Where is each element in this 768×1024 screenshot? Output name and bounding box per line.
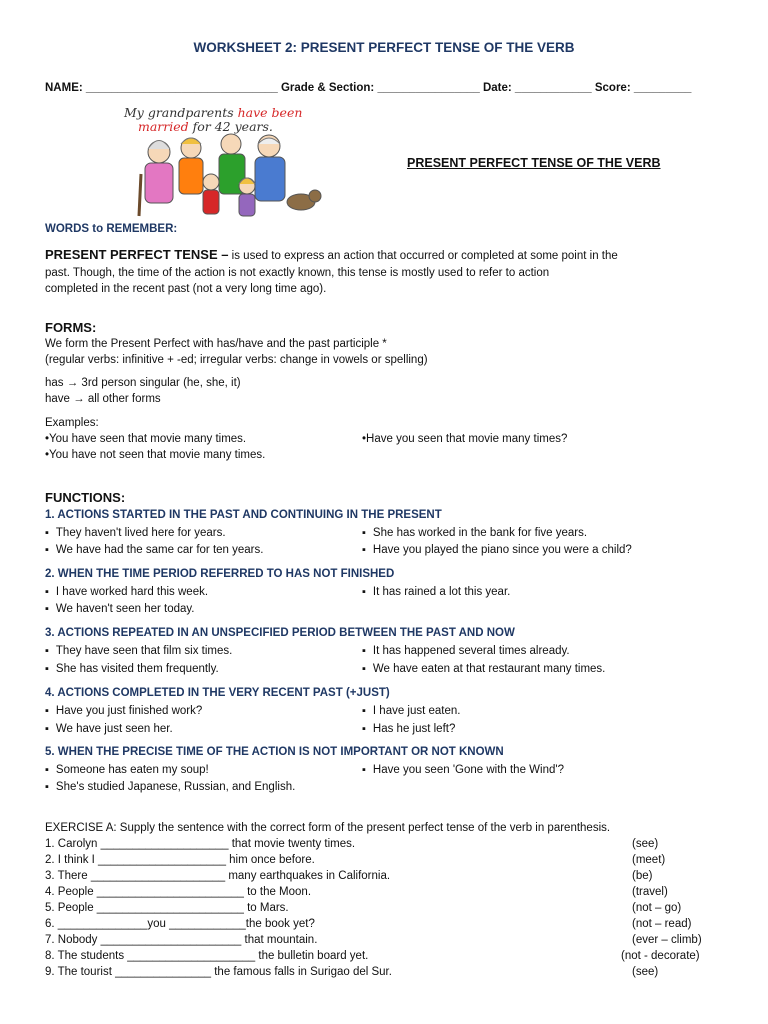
- exercise-item: [45, 934, 725, 950]
- function-example: ▪ Have you played the piano since you were a child?: [362, 544, 632, 556]
- exercise-sentence: 2. I think I ____________________ him once before.: [45, 854, 315, 866]
- function-heading: 1. ACTIONS STARTED IN THE PAST AND CONTINUING IN THE PRESENT: [45, 509, 442, 521]
- function-example: ▪ They haven't lived here for years.: [45, 527, 226, 539]
- exercise-sentence: 5. People _______________________ to Mars.: [45, 902, 289, 914]
- function-example: ▪ Have you seen 'Gone with the Wind'?: [362, 764, 564, 776]
- has-rule: has → 3rd person singular (he, she, it): [45, 377, 241, 389]
- function-example: ▪ Has he just left?: [362, 723, 455, 735]
- exercise-item: [45, 966, 725, 982]
- function-example: ▪ She's studied Japanese, Russian, and English.: [45, 781, 295, 793]
- exercise-sentence: 4. People _______________________ to the Moon.: [45, 886, 312, 898]
- function-example: ▪ I have worked hard this week.: [45, 586, 208, 598]
- definition-term: PRESENT PERFECT TENSE –: [45, 247, 229, 262]
- illustration-caption: My grandparents have been married for 42 years.: [124, 105, 303, 134]
- forms-line: (regular verbs: infinitive + -ed; irregular verbs: change in vowels or spelling): [45, 354, 428, 366]
- forms-line: We form the Present Perfect with has/have and the past participle *: [45, 338, 387, 350]
- exercise-sentence: 6. ______________you ____________the book yet?: [45, 918, 315, 930]
- function-example: ▪ Someone has eaten my soup!: [45, 764, 209, 776]
- function-example: ▪ We have had the same car for ten years.: [45, 544, 263, 556]
- exercise-hint: (not – go): [632, 902, 682, 914]
- function-heading: 5. WHEN THE PRECISE TIME OF THE ACTION IS NOT IMPORTANT OR NOT KNOWN: [45, 746, 504, 758]
- function-heading: 4. ACTIONS COMPLETED IN THE VERY RECENT PAST (+JUST): [45, 687, 390, 699]
- function-example: ▪ She has worked in the bank for five years.: [362, 527, 587, 539]
- exercise-sentence: 3. There _____________________ many earthquakes in California.: [45, 870, 391, 882]
- function-example: ▪ We have eaten at that restaurant many times.: [362, 663, 605, 675]
- function-example: ▪ They have seen that film six times.: [45, 645, 232, 657]
- exercise-hint: (not – read): [632, 918, 692, 930]
- example-sentence: •You have not seen that movie many times.: [45, 449, 266, 461]
- example-sentence: •Have you seen that movie many times?: [362, 433, 568, 445]
- words-heading: WORDS to REMEMBER:: [45, 223, 178, 235]
- definition-text: past. Though, the time of the action is not exactly known, this tense is mostly used to refer to action: [45, 266, 550, 279]
- exercise-sentence: 1. Carolyn ____________________ that movie twenty times.: [45, 838, 356, 850]
- function-example: ▪ We haven't seen her today.: [45, 603, 195, 615]
- exercise-sentence: 9. The tourist _______________ the famous falls in Surigao del Sur.: [45, 966, 392, 978]
- functions-heading: FUNCTIONS:: [45, 490, 126, 505]
- function-heading: 2. WHEN THE TIME PERIOD REFERRED TO HAS NOT FINISHED: [45, 568, 395, 580]
- family-illustration: [119, 104, 357, 222]
- function-heading: 3. ACTIONS REPEATED IN AN UNSPECIFIED PERIOD BETWEEN THE PAST AND NOW: [45, 627, 515, 639]
- student-info-line: NAME: ______________________________ Grade & Section: ________________ Date: ____________ Score: _________: [45, 82, 692, 94]
- function-example: ▪ We have just seen her.: [45, 723, 173, 735]
- examples-label: Examples:: [45, 417, 99, 429]
- exercise-item: [45, 950, 725, 966]
- exercise-sentence: 7. Nobody ______________________ that mountain.: [45, 934, 318, 946]
- forms-heading: FORMS:: [45, 320, 97, 335]
- family-drawing: [119, 104, 357, 222]
- exercise-item: [45, 886, 725, 902]
- definition-text: completed in the recent past (not a very long time ago).: [45, 283, 327, 295]
- exercise-hint: (be): [632, 870, 653, 882]
- exercise-item: [45, 838, 725, 854]
- exercise-hint: (not - decorate): [621, 950, 700, 962]
- worksheet-title: WORKSHEET 2: PRESENT PERFECT TENSE OF THE VERB: [193, 40, 575, 55]
- exercise-hint: (meet): [632, 854, 666, 866]
- exercise-hint: (see): [632, 838, 659, 850]
- function-example: ▪ It has rained a lot this year.: [362, 586, 510, 598]
- definition-text: is used to express an action that occurred or completed at some point in the: [228, 250, 618, 262]
- function-example: ▪ It has happened several times already.: [362, 645, 570, 657]
- exercise-heading: EXERCISE A: Supply the sentence with the correct form of the present perfect tense of the verb in parenthesis.: [45, 822, 611, 834]
- exercise-hint: (ever – climb): [632, 934, 702, 946]
- exercise-hint: (see): [632, 966, 659, 978]
- have-rule: have → all other forms: [45, 393, 161, 405]
- exercise-sentence: 8. The students ____________________ the bulletin board yet.: [45, 950, 369, 962]
- function-example: ▪ Have you just finished work?: [45, 705, 202, 717]
- exercise-item: [45, 870, 725, 886]
- function-example: ▪ I have just eaten.: [362, 705, 461, 717]
- example-sentence: •You have seen that movie many times.: [45, 433, 247, 445]
- section-subtitle: PRESENT PERFECT TENSE OF THE VERB: [407, 156, 661, 170]
- exercise-item: [45, 854, 725, 870]
- exercise-hint: (travel): [632, 886, 668, 898]
- function-example: ▪ She has visited them frequently.: [45, 663, 219, 675]
- exercise-item: [45, 918, 725, 934]
- exercise-item: [45, 902, 725, 918]
- definition-paragraph: [45, 247, 725, 298]
